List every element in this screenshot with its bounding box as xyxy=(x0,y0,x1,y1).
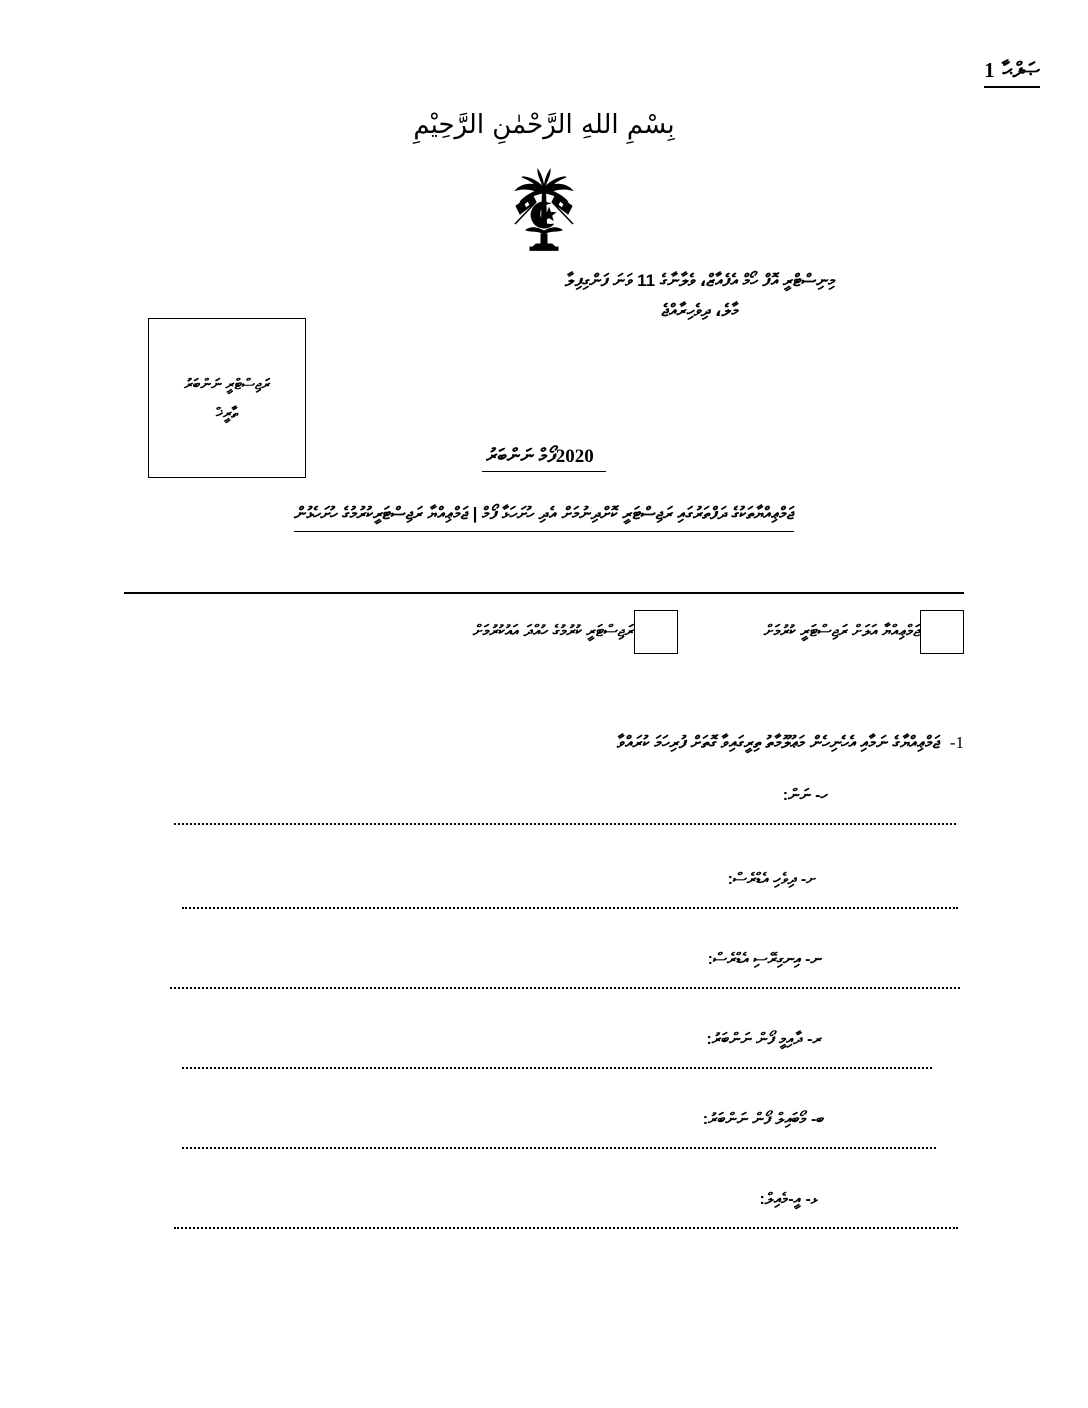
checkbox-label-renew-registration: ރަޖިސްޓަރީ ކުރުމުގެ ހުއްދަ އައުކުރުމަށް xyxy=(472,623,634,640)
page-number-label: ޞަފްޙާ xyxy=(1002,59,1040,82)
form-year-value: 2020 xyxy=(555,446,594,467)
answer-line-dhivehi-address[interactable] xyxy=(182,907,958,909)
answer-line-mobile-phone[interactable] xyxy=(182,1147,936,1149)
subitem-label-english-address: ނ- އިނގިރޭސި އެޑްރެސް: xyxy=(707,951,822,968)
subitem-label-dhivehi-address: ށ- ދިވެހި އެޑްރެސް: xyxy=(727,871,816,888)
header-address-line-1: މިނިސްޓްރީ އޮފް ހޯމް އެފެއާޒް، ވެލާނާގެ 11 ވަނަ ފަންގިފިލާ xyxy=(564,271,836,290)
question-1-text: ޖަމްޢިއްޔާގެ ނަމާއި އެހެނިހެން މަޢުލޫމާތު ތިރީގައިވާ ގޮތަށް ފުރިހަމަ ކުރައްވާ xyxy=(617,733,940,752)
section-divider xyxy=(124,592,964,594)
subitem-name xyxy=(124,787,964,825)
subitem-label-permanent-phone: ރ- ދާއިމީ ފޯން ނަންބަރު: xyxy=(706,1031,822,1048)
option-renew-registration[interactable] xyxy=(451,610,678,654)
subitem-label-email: ޅ- އީ-މެއިލް: xyxy=(759,1191,818,1208)
registration-type-options xyxy=(124,610,964,684)
subitem-email xyxy=(124,1191,964,1229)
maldives-national-emblem-icon xyxy=(502,168,586,254)
page-number xyxy=(984,58,1040,88)
answer-line-permanent-phone[interactable] xyxy=(182,1067,932,1069)
checkbox-new-registration[interactable] xyxy=(920,610,964,654)
form-number-label: ފޯމް ނަންބަރު xyxy=(486,446,556,467)
subitem-mobile-phone xyxy=(124,1111,964,1149)
subitem-label-mobile-phone: ބ- މޯބައިލް ފޯން ނަންބަރު: xyxy=(702,1111,824,1128)
option-new-registration[interactable] xyxy=(742,610,964,654)
office-box-line-1: ރަޖިސްޓްރީ ނަންބަރު xyxy=(184,376,270,393)
subitem-english-address xyxy=(124,951,964,989)
header-address xyxy=(420,266,980,326)
question-1 xyxy=(124,733,964,753)
form-title-text: ޖަމްޢިއްޔާތަކުގެ ދަފްތަރުގައި ރަޖިސްޓަރީ ކޮށްދިނުމަށް އެދި ހުށަހަޅާ ފޯމް | ޖަމްޢިއްޔާ ރަޖިސްޓަރީކުރުމުގެ ހުށަހެޅުން xyxy=(294,500,794,532)
subitem-label-name: ހ- ނަން: xyxy=(782,787,828,804)
answer-line-english-address[interactable] xyxy=(170,987,960,989)
office-box-line-2: ތާރީޚް xyxy=(215,404,239,422)
form-number-line xyxy=(0,446,1088,472)
form-title xyxy=(0,500,1088,532)
checkbox-renew-registration[interactable] xyxy=(634,610,678,654)
header-address-line-2: މާލެ، ދިވެހިރާއްޖެ xyxy=(661,300,739,320)
checkbox-label-new-registration: ޖަމްޢިއްޔާ އަލަށް ރަޖިސްޓަރީ ކުރުމަށް xyxy=(763,623,920,640)
answer-line-email[interactable] xyxy=(174,1227,958,1229)
answer-line-name[interactable] xyxy=(174,823,956,825)
page-number-value: 1 xyxy=(984,58,995,82)
question-1-number: -1 xyxy=(949,733,964,752)
bismillah-text: بِسْمِ اللهِ الرَّحْمٰنِ الرَّحِيْمِ xyxy=(413,110,675,140)
subitem-dhivehi-address xyxy=(124,871,964,909)
subitem-permanent-phone xyxy=(124,1031,964,1069)
